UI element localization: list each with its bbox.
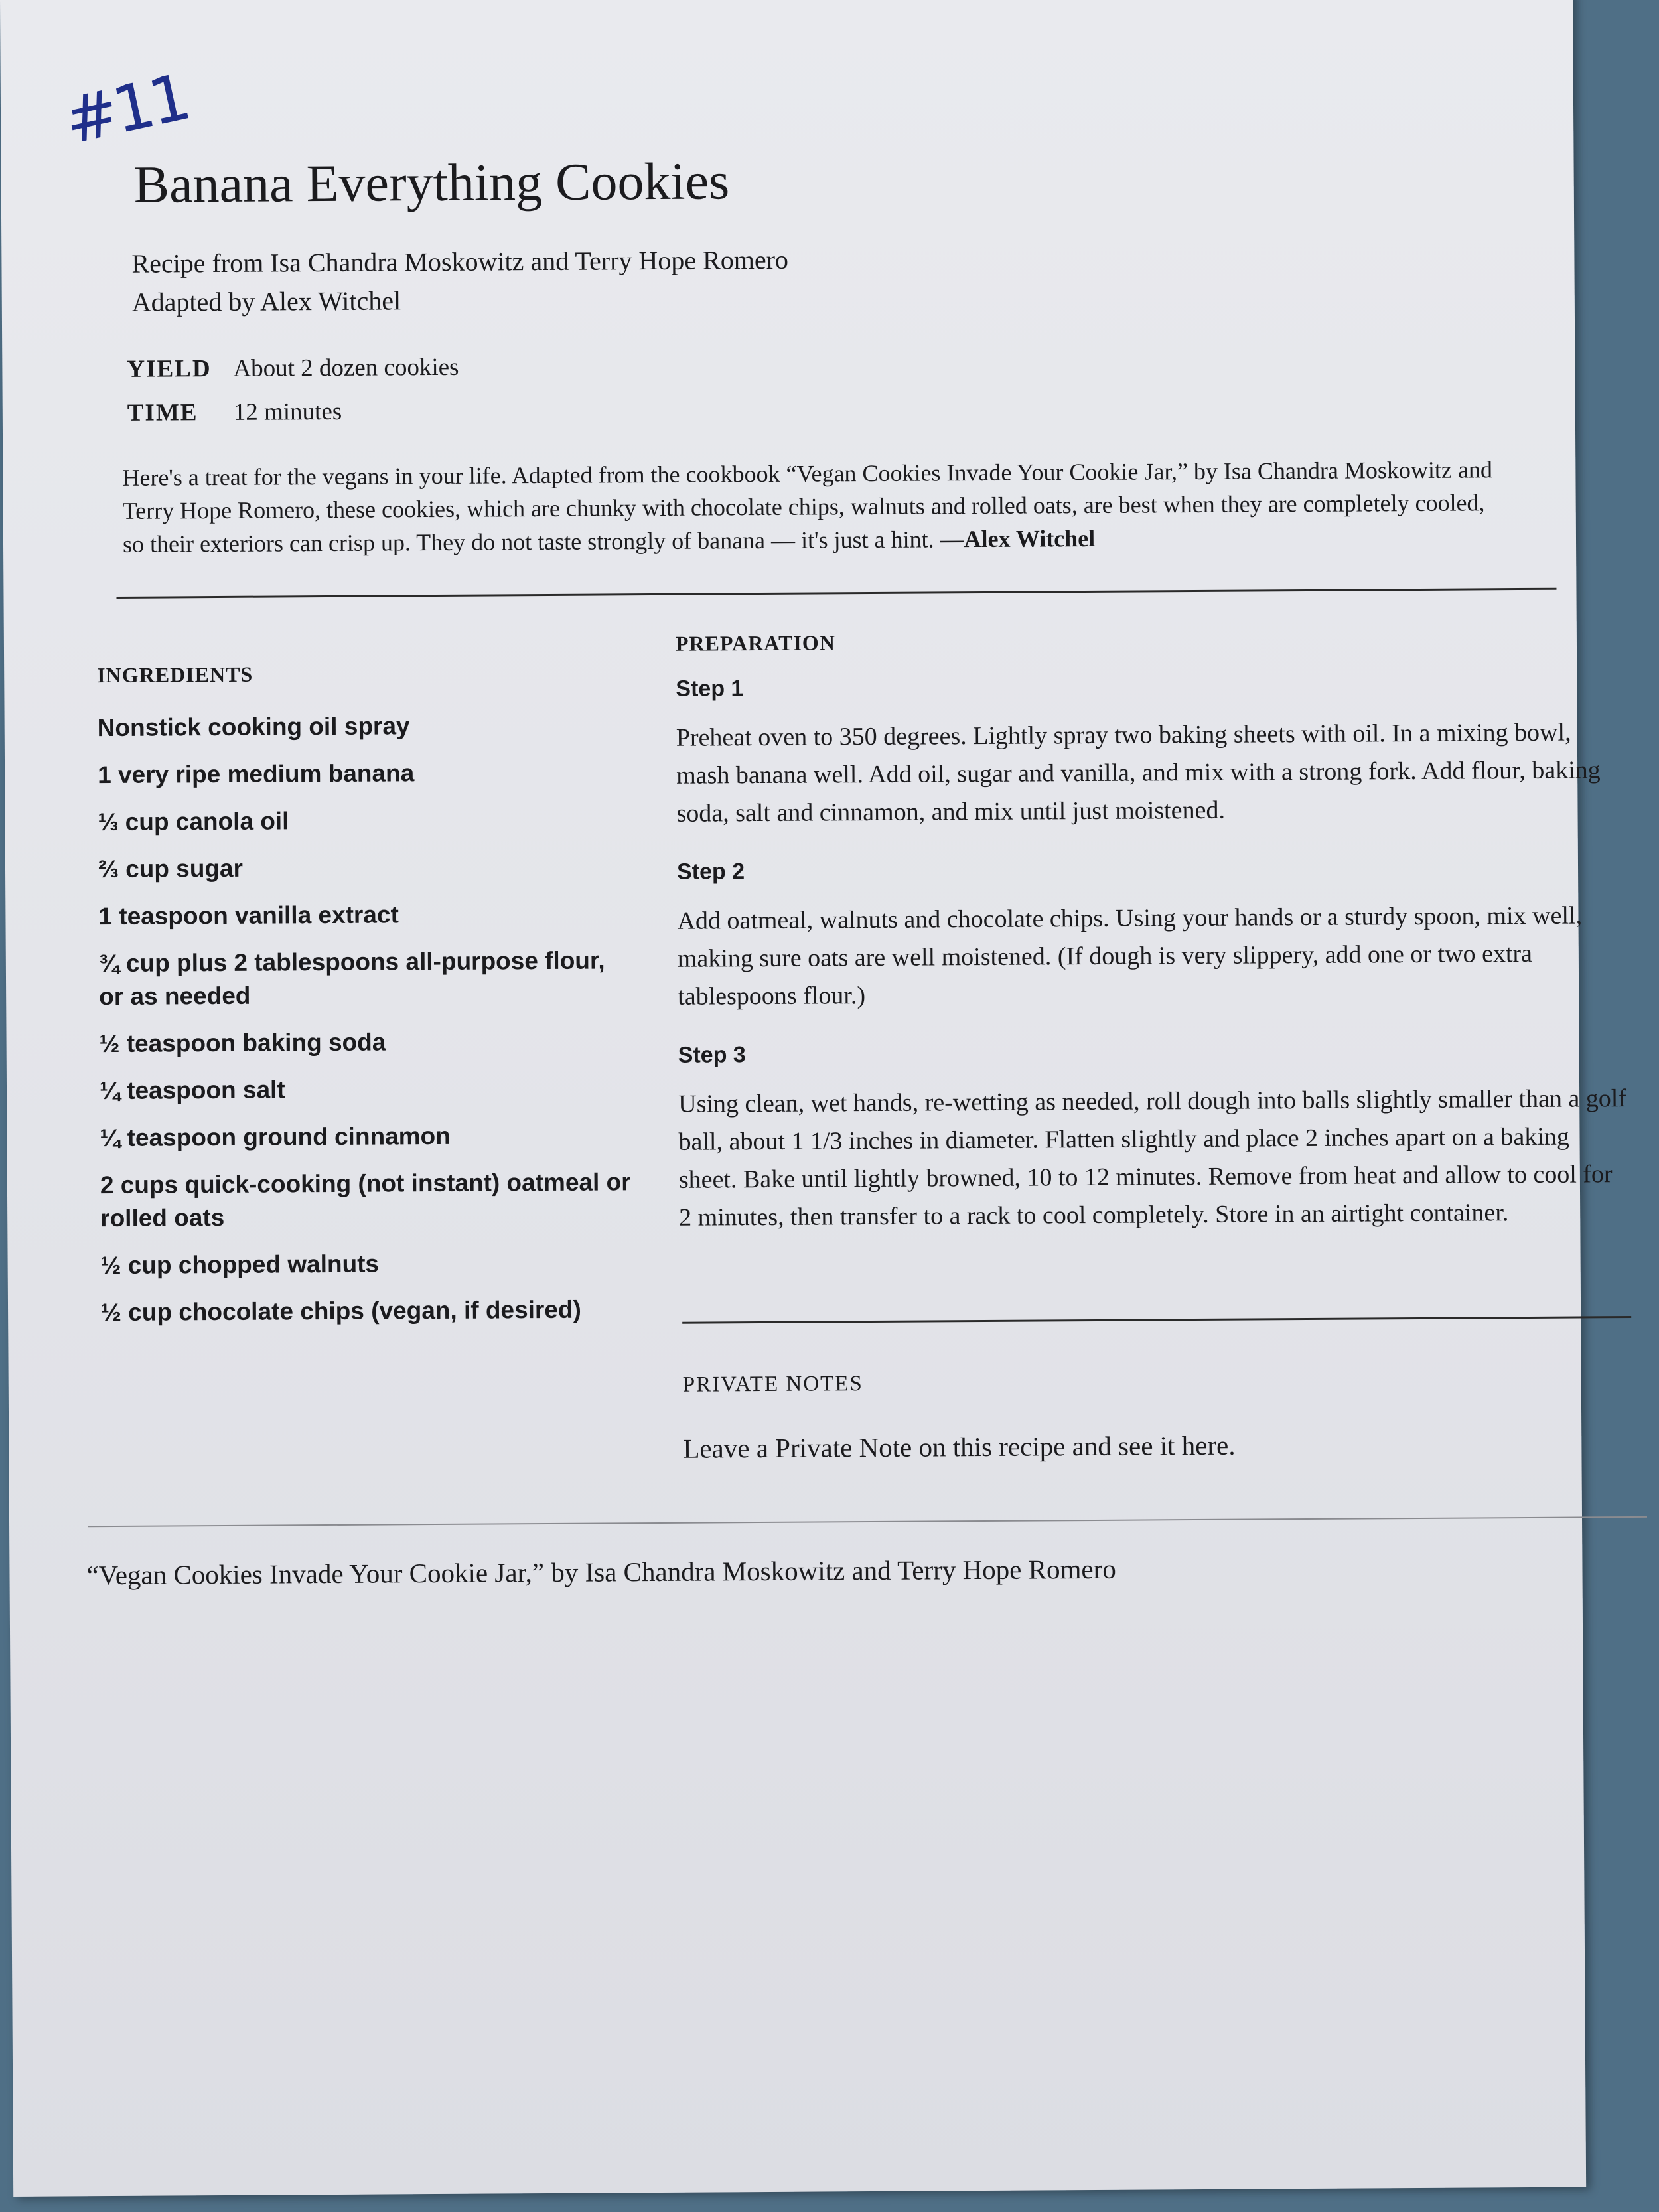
- recipe-source-credit: Recipe from Isa Chandra Moskowitz and Terry Hope Romero: [131, 244, 789, 279]
- ingredient-item: 1 very ripe medium banana: [98, 759, 415, 789]
- ingredient-item: Nonstick cooking oil spray: [97, 712, 410, 742]
- ingredients-section: [97, 660, 632, 1343]
- cookbook-source: “Vegan Cookies Invade Your Cookie Jar,” by Isa Chandra Moskowitz and Terry Hope Romero: [86, 1553, 1116, 1591]
- ingredients-list: [98, 708, 632, 1329]
- ingredient-item: ⅔ cup sugar: [98, 854, 244, 883]
- ingredients-heading: INGREDIENTS: [97, 662, 253, 688]
- time-value: 12 minutes: [233, 398, 342, 426]
- step-title: Step 1: [676, 676, 744, 701]
- step-text: Preheat oven to 350 degrees. Lightly spray two baking sheets with oil. In a mixing bowl, mash banana well. Add oil, sugar and vanilla, and mix with a strong fork. Add flour, baking soda, salt and cinnamon, and mix until just moistened.: [676, 718, 1601, 828]
- ingredient-item: ½ cup chopped walnuts: [100, 1250, 380, 1280]
- ingredient-item: ½ cup chocolate chips (vegan, if desired): [100, 1295, 581, 1327]
- section-divider: [116, 588, 1556, 599]
- ingredient-item: ¼ teaspoon salt: [99, 1076, 285, 1105]
- recipe-title: Banana Everything Cookies: [133, 152, 730, 214]
- notes-divider: [682, 1316, 1631, 1324]
- preparation-section: [676, 626, 1628, 1237]
- ingredient-item: ½ teaspoon baking soda: [99, 1028, 386, 1058]
- time-label: TIME: [127, 399, 198, 427]
- step-text: Using clean, wet hands, re-wetting as needed, roll dough into balls slightly smaller than a golf ball, about 1 1/3 inches in diameter. Flatten slightly and place 2 inches apart on a baking sheet. Bake until lightly browned, 10 to 12 minutes. Remove from heat and allow to cool for 2 minutes, then transfer to a rack to cool completely. Store in an airtight container.: [678, 1084, 1627, 1232]
- step-title: Step 2: [676, 859, 745, 885]
- preparation-heading: PREPARATION: [675, 630, 835, 656]
- private-notes-text: Leave a Private Note on this recipe and see it here.: [683, 1430, 1236, 1464]
- ingredient-item: ¼ teaspoon ground cinnamon: [100, 1122, 451, 1152]
- yield-row: [127, 346, 459, 392]
- step-title: Step 3: [678, 1042, 746, 1068]
- ingredient-item: ¾ cup plus 2 tablespoons all-purpose flour, or as needed: [98, 946, 605, 1011]
- recipe-meta: [127, 346, 459, 435]
- step-3: [678, 1037, 1628, 1237]
- time-row: [127, 390, 460, 435]
- step-2: [677, 853, 1626, 1016]
- intro-author: —Alex Witchel: [940, 524, 1096, 553]
- step-1: [676, 670, 1625, 833]
- intro-paragraph: [122, 453, 1510, 561]
- footer-divider: [88, 1516, 1647, 1527]
- yield-value: About 2 dozen cookies: [233, 353, 459, 382]
- step-text: Add oatmeal, walnuts and chocolate chips. Using your hands or a sturdy spoon, mix well, making sure oats are well moistened. (If dough is very slippery, add one or two extra tablespoons flour.): [677, 901, 1583, 1011]
- handwritten-number: #11: [58, 60, 194, 159]
- private-notes-label: PRIVATE NOTES: [682, 1372, 863, 1397]
- adapted-by-credit: Adapted by Alex Witchel: [131, 285, 401, 317]
- intro-text: Here's a treat for the vegans in your life. Adapted from the cookbook “Vegan Cookies Invade Your Cookie Jar,” by Isa Chandra Moskowitz and Terry Hope Romero, these cookies, which are chunky with chocolate chips, walnuts and rolled oats, are best when they are completely cooled, so their exteriors can crisp up. They do not taste strongly of banana — it's just a hint.: [122, 456, 1493, 557]
- yield-label: YIELD: [127, 355, 212, 383]
- ingredient-item: 1 teaspoon vanilla extract: [98, 901, 399, 930]
- ingredient-item: 2 cups quick-cooking (not instant) oatmeal or rolled oats: [100, 1168, 631, 1232]
- ingredient-item: ⅓ cup canola oil: [98, 807, 289, 836]
- byline: [131, 241, 788, 322]
- steps-list: [676, 670, 1628, 1237]
